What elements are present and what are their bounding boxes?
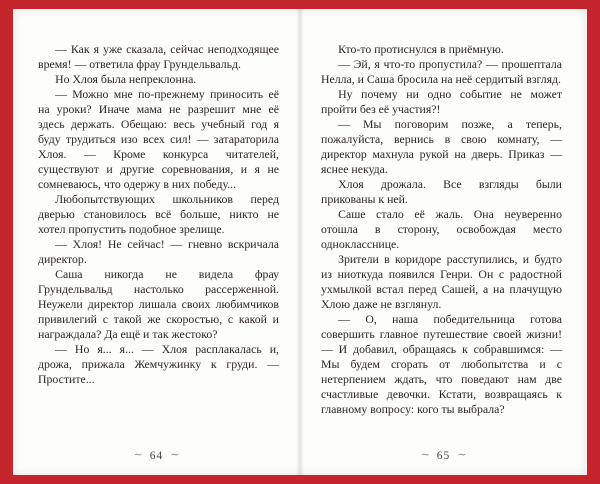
page-right: [300, 9, 587, 475]
paragraph: Хлоя дрожала. Все взгляды были прикованы к ней.: [321, 177, 562, 206]
paragraph: Любопытствующих школьников перед дверью становилось всё больше, никто не хотел пропустить подобное зрелище.: [38, 192, 279, 236]
paragraph: Кто-то протиснулся в приёмную.: [338, 42, 504, 56]
paragraph: Саше стало её жаль. Она неуверенно отошла в сторону, освобождая место однокласснице.: [321, 207, 562, 251]
book-spread: [13, 9, 587, 475]
page-number-left: 64: [149, 450, 164, 462]
page-left-text: [38, 42, 279, 387]
paragraph: — Как я уже сказала, сейчас неподходящее время! — ответила фрау Грундельвальд.: [38, 42, 279, 71]
paragraph: Но Хлоя была непреклонна.: [55, 72, 197, 86]
page-left: [13, 9, 300, 475]
paragraph: — Хлоя! Не сейчас! — гневно вскричала директор.: [38, 237, 279, 266]
page-number-right: 65: [436, 450, 451, 462]
paragraph: — Мы поговорим позже, а теперь, пожалуйста, вернись в свою комнату, — директор махнула рукой на дверь. Приказ — яснее некуда.: [321, 117, 562, 176]
paragraph: Зрители в коридоре расступились, и будто из ниоткуда появился Генри. Он с радостной ухмылкой встал перед Сашей, а на плачущую Хлою даже не взглянул.: [321, 252, 562, 311]
page-left-footer: [13, 449, 300, 462]
paragraph: Ну почему ни одно событие не может пройти без её участия?!: [321, 87, 562, 116]
paragraph: — О, наша победительница готова совершить главное путешествие своей жизни! — И добавил, обращаясь к собравшимся: — Мы будем сгорать от любопытства и с нетерпением ждать, что поведают нам две счастливые девочки. Кстати, возвращаясь к главному вопросу: кого ты выбрала?: [321, 312, 562, 416]
paragraph: — Эй, я что-то пропустила? — прошептала Нелла, и Саша бросила на неё сердитый взгляд.: [321, 57, 562, 86]
paragraph: Саша никогда не видела фрау Грундельвальд настолько рассерженной. Неужели директор лишала своих любимчиков привилегий с такой же скоростью, с какой и награждала? Да ещё и так жестоко?: [38, 267, 279, 341]
paragraph: — Но я... я... — Хлоя расплакалась и, дрожа, прижала Жемчужинку к груди. — Простите...: [38, 342, 279, 386]
footer-ornament-right: ∼: [170, 449, 180, 461]
paragraph: — Можно мне по-прежнему приносить её на уроки? Иначе мама не разрешит мне её здесь держать. Обещаю: весь учебный год я буду трудиться изо всех сил! — затараторила Хлоя. — Кроме конкурса читателей, существуют и другие соревнования, и я не сомневаюсь, что одержу в них победу...: [38, 87, 279, 191]
footer-ornament-left: ∼: [133, 449, 143, 461]
footer-ornament-left: ∼: [420, 449, 430, 461]
page-right-footer: [300, 449, 587, 462]
footer-ornament-right: ∼: [457, 449, 467, 461]
page-right-text: [321, 42, 562, 417]
